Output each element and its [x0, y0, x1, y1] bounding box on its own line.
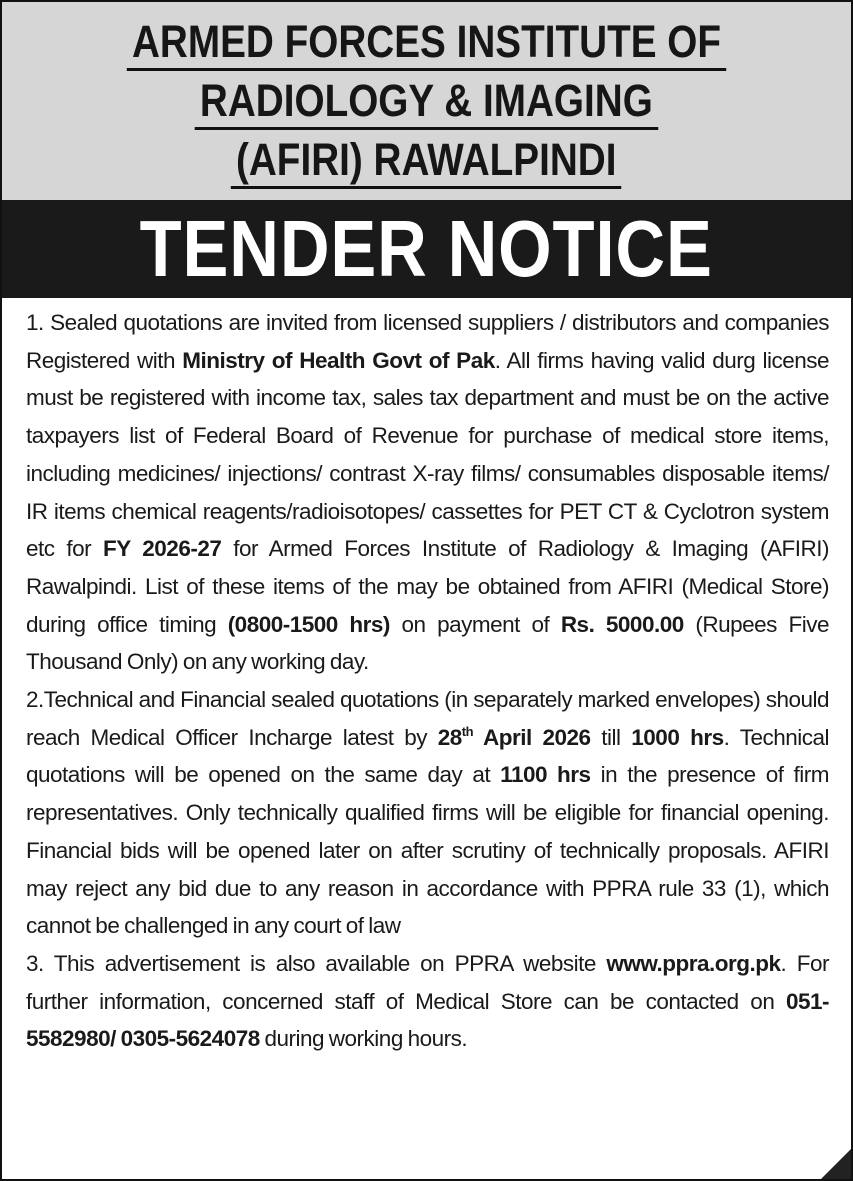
deadline-month-year: April 2026 — [473, 724, 591, 750]
paragraph-2-text-4: in the presence of firm representatives. Only technically qualified firms will be eligible for financial opening. Financial bids will be opened later on after scrutiny of technically proposals. AFIRI may reject any bid due to any reason in accordance with PPRA rule 33 (1), which cannot be challenged in any court of law — [26, 762, 830, 939]
paragraph-1-text-3: for Armed Forces Institute of Radiology & Imaging (AFIRI) Rawalpindi. List of these items of the may be obtained from AFIRI (Medical Store) during office timing — [26, 536, 830, 637]
paragraph-1-text-4: on payment of — [389, 611, 561, 637]
institute-header — [2, 2, 851, 200]
deadline-date — [438, 725, 591, 750]
paragraph-2-text-3: . Technical quotations will be opened on the same day at — [26, 724, 830, 788]
opening-time: 1100 hrs — [500, 762, 591, 788]
paragraph-2-text-2: till — [590, 724, 632, 750]
paragraph-2-text-1: 2.Technical and Financial sealed quotations (in separately marked envelopes) should reach Medical Officer Incharge latest by — [26, 687, 829, 750]
office-timing: (0800-1500 hrs) — [227, 611, 390, 637]
fee-amount: Rs. 5000.00 — [560, 611, 684, 637]
paragraph-3-text-2: . For further information, concerned staff of Medical Store can be contacted on — [26, 950, 829, 1014]
ppra-website-link[interactable]: www.ppra.org.pk — [606, 950, 781, 976]
paragraph-1-text-1: 1. Sealed quotations are invited from licensed suppliers / distributors and companies Registered with — [26, 310, 829, 373]
institute-name-line-1: ARMED FORCES INSTITUTE OF — [127, 16, 726, 71]
fiscal-year: FY 2026-27 — [103, 536, 222, 562]
title-banner — [2, 200, 851, 298]
paragraph-2 — [26, 681, 829, 945]
page-title: TENDER NOTICE — [139, 204, 714, 293]
paragraph-3 — [26, 945, 829, 1058]
institute-name-line-2: RADIOLOGY & IMAGING — [195, 75, 658, 130]
paragraph-3-text-1: 3. This advertisement is also available on PPRA website — [26, 950, 607, 976]
paragraph-1-text-2: . All firms having valid durg license must be registered with income tax, sales tax department and must be on the active taxpayers list of Federal Board of Revenue for purchase of medical store items, including medicines/ injections/ contrast X-ray films/ consumables disposable items/ IR items chemical reagents/radioisotopes/ cassettes for PET CT & Cyclotron system etc for — [26, 347, 829, 562]
institute-name-line-3: (AFIRI) RAWALPINDI — [231, 134, 622, 189]
corner-mark — [821, 1149, 851, 1179]
deadline-time: 1000 hrs — [631, 724, 724, 750]
contact-phone-numbers: 051-5582980/ 0305-5624078 — [26, 988, 829, 1052]
paragraph-1 — [26, 304, 829, 681]
notice-body — [2, 298, 851, 1058]
paragraph-1-text-5: (Rupees Five Thousand Only) on any working day. — [26, 611, 829, 675]
ministry-name: Ministry of Health Govt of Pak — [182, 347, 495, 373]
deadline-day-suffix: th — [461, 723, 474, 739]
paragraph-3-text-3: during working hours. — [259, 1026, 468, 1052]
deadline-day: 28 — [437, 724, 462, 750]
